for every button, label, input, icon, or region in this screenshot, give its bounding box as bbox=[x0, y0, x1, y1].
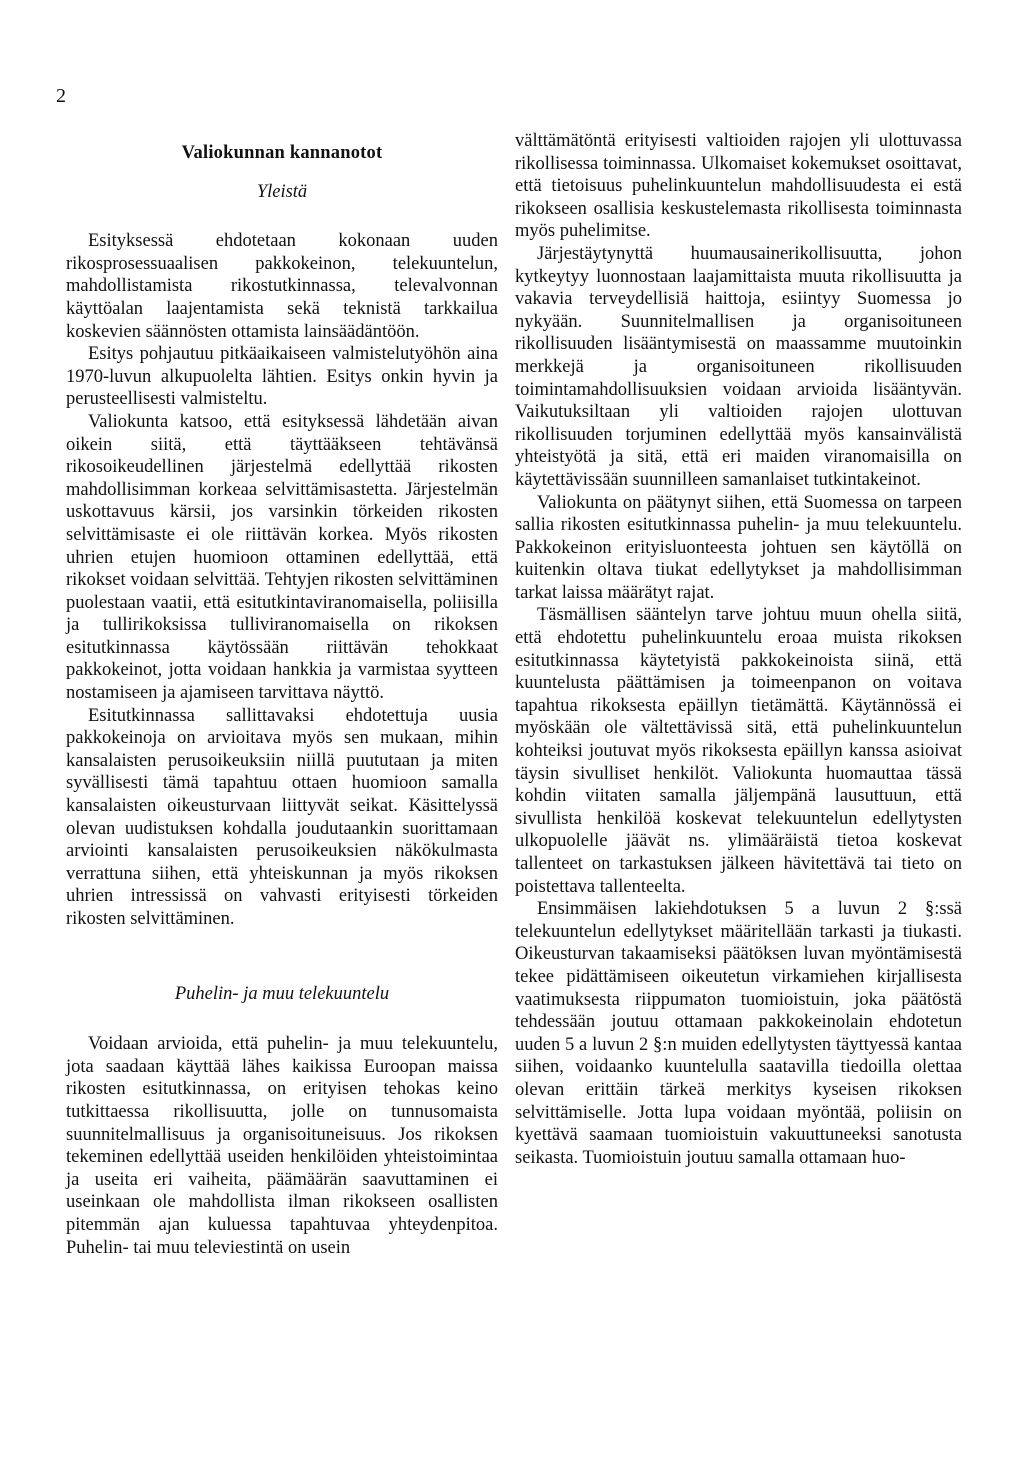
page-number: 2 bbox=[56, 85, 66, 107]
right-column bbox=[515, 130, 962, 1169]
paragraph: Ensimmäisen lakiehdotuksen 5 a luvun 2 §:ssä telekuuntelun edellytykset määritellään tarkasti ja tiukasti. Oikeusturvan takaamiseksi päätöksen luvan myöntämisestä tekee pidättämiseen oikeutetun virkamiehen kirjallisesta vaatimuksesta riippumaton tuomioistuin, joka päätöstä tehdessään joutuu ottamaan pakkokeinolain ehdotetun uuden 5 a luvun 2 §:n muiden edellytysten täyttyessä kantaa siihen, voidaanko kuuntelulla saatavilla tiedoilla olettaa olevan erittäin tärkeä merkitys kyseisen rikoksen selvittämiselle. Jotta lupa voidaan myöntää, poliisin on kyettävä saamaan tuomioistuin vakuuttuneeksi sanotusta seikasta. Tuomioistuin joutuu samalla ottamaan huo- bbox=[515, 899, 962, 1168]
paragraph: Esitys pohjautuu pitkäaikaiseen valmistelutyöhön aina 1970-luvun alkupuolelta lähtien. Esitys onkin hyvin ja perusteellisesti valmisteltu. bbox=[66, 344, 498, 410]
paragraph: Valiokunta katsoo, että esityksessä lähdetään aivan oikein siitä, että täyttääkseen tehtävänsä rikosoikeudellinen järjestelmä edellyttää rikosten mahdollisimman korkeaa selvittämisastetta. Järjestelmän uskottavuus kärsii, jos varsinkin törkeiden rikosten selvittämisaste ei ole riittävän korkea. Myös rikosten uhrien etujen huomioon ottaminen edellyttää, että rikokset voidaan selvittää. Tehtyjen rikosten selvittäminen puolestaan vaatii, että esitutkintaviranomaisella, poliisilla ja tullirikoksissa tulliviranomaisella on rikoksen esitutkinnassa käytössään riittävän tehokkaat pakkokeinot, jotta voidaan hankkia ja varmistaa syytteen nostamiseen ja ajamiseen tarvittava näyttö. bbox=[66, 411, 498, 704]
section-heading: Valiokunnan kannanotot bbox=[181, 143, 383, 163]
paragraph: Esityksessä ehdotetaan kokonaan uuden rikosprosessuaalisen pakkokeinon, telekuuntelun, mahdollistamista rikostutkinnassa, televalvonnan käyttöalan laajentamista sekä teknistä tarkkailua koskevien säännösten ottamista lainsäädäntöön. bbox=[66, 231, 498, 342]
paragraph: Täsmällisen sääntelyn tarve johtuu muun ohella siitä, että ehdotettu puhelinkuuntelu eroaa muista rikoksen esitutkinnassa käytetyistä pakkokeinoista siinä, että kuuntelusta päättämisen ja toimeenpanon on voitava tapahtua rikoksesta epäillyn tietämättä. Käytännössä ei myöskään ole vältettävissä sitä, että puhelinkuuntelun kohteiksi joutuvat myös rikoksesta epäillyn kanssa asioivat täysin sivulliset henkilöt. Valiokunta huomauttaa tässä kohdin viitaten samalla jäljempänä lausuttuun, että sivullista henkilöä koskevat telekuuntelun edellytysten ulkopuolelle jäävät ns. ylimääräistä tietoa koskevat tallenteet on tarkastuksen jälkeen hävitettävä tai tieto on poistettava tallenteelta. bbox=[515, 605, 962, 897]
paragraph: Esitutkinnassa sallittavaksi ehdotettuja uusia pakkokeinoja on arvioitava myös sen mukaan, mihin kansalaisten perusoikeuksiin niillä puututaan ja miten syvällisesti tämä tapahtuu ottaen huomioon samalla kansalaisten oikeusturvaan liittyvät seikat. Käsittelyssä olevan uudistuksen kohdalla joudutaankin suorittamaan arviointi kansalaisten perusoikeuksien näkökulmasta verrattuna siihen, että yhteiskunnan ja myös rikoksen uhrien intressissä on vahvasti erityisesti törkeiden rikosten selvittäminen. bbox=[66, 705, 498, 929]
paragraph: Valiokunta on päätynyt siihen, että Suomessa on tarpeen sallia rikosten esitutkinnassa puhelin- ja muu telekuuntelu. Pakkokeinon erityisluonteesta johtuen sen käytöllä on kuitenkin oltava tiukat edellytykset ja mahdollisimman tarkat laissa määrätyt rajat. bbox=[515, 492, 962, 603]
paragraph: Voidaan arvioida, että puhelin- ja muu telekuuntelu, jota saadaan käyttää lähes kaikissa Euroopan maissa rikosten esitutkinnassa, on erityisen tehokas keino tutkittaessa rikollisuutta, jolle on tunnusomaista suunnitelmallisuus ja organisoituneisuus. Jos rikoksen tekeminen edellyttää useiden henkilöiden yhteistoimintaa ja useita eri vaiheita, päämäärän saavuttaminen ei useinkaan ole mahdollista ilman rikokseen osallisten pitemmän ajan kuluessa tapahtuvaa yhteydenpitoa. Puhelin- tai muu televiestintä on usein bbox=[66, 1034, 498, 1258]
subsection-title-telecom: Puhelin- ja muu telekuuntelu bbox=[174, 983, 390, 1004]
paragraph: Järjestäytynyttä huumausainerikollisuutta, johon kytkeytyy luonnostaan laajamittaista muuta rikollisuutta ja vakavia terveydellisiä haittoja, esiintyy Suomessa jo nykyään. Suunnitelmallisen ja organisoituneen rikollisuuden lisääntymisestä on maassamme muutoinkin merkkejä ja organisoituneen rikollisuuden toimintamahdollisuuksien voidaan arvioida lisääntyvän. Vaikutuksiltaan yli valtioiden rajojen ulottuvan rikollisuuden torjuminen edellyttää myös kansainvälistä yhteistyötä ja sitä, että eri maiden viranomaisilla on käytettävissään suunnilleen samanlaiset tutkintakeinot. bbox=[515, 243, 962, 490]
paragraph-continued: välttämätöntä erityisesti valtioiden rajojen yli ulottuvassa rikollisessa toiminnassa. Ulkomaiset kokemukset osoittavat, että tietoisuus puhelinkuuntelun mahdollisuudesta ei estä rikokseen osallisia keskustelemasta rikollisesta toiminnasta myös puhelimitse. bbox=[515, 131, 962, 242]
left-column bbox=[66, 130, 498, 1259]
subsection-title-general: Yleistä bbox=[256, 181, 308, 202]
